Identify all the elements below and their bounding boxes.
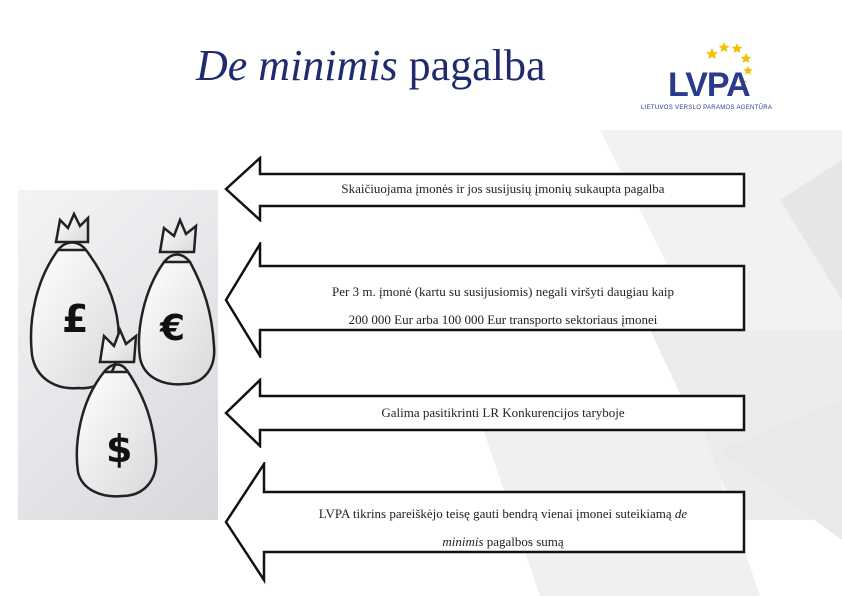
logo-subtitle: LIETUVOS VERSLO PARAMOS AGENTŪRA	[641, 105, 773, 111]
money-bags-illustration	[18, 190, 218, 520]
arrow-4-line-2	[264, 528, 742, 556]
info-arrow-2	[224, 242, 750, 358]
arrow-4-line-2-rest: pagalbos sumą	[483, 534, 564, 549]
euro-bag	[139, 220, 214, 384]
arrow-2-line-2: 200 000 Eur arba 100 000 Eur transporto sektoriaus įmonei	[348, 312, 658, 327]
info-arrow-4	[224, 462, 750, 588]
arrow-4-text	[264, 500, 742, 556]
page-title	[196, 40, 545, 91]
arrow-3-text	[264, 405, 742, 421]
title-italic: De minimis	[196, 41, 398, 90]
arrow-4-line-1-italic: de	[674, 506, 688, 521]
arrow-4-line-2-italic: minimis	[442, 534, 484, 549]
dollar-symbol: $	[106, 427, 133, 471]
arrow-1-line: Skaičiuojama įmonės ir jos susijusių įmonių sukaupta pagalba	[341, 181, 665, 196]
euro-symbol: €	[160, 308, 186, 349]
arrow-4-line-1	[264, 500, 742, 528]
arrow-1-text	[264, 181, 742, 197]
money-bags-icon	[18, 190, 218, 520]
lvpa-logo	[640, 38, 773, 118]
logo-letters: LVPA	[668, 66, 750, 104]
arrow-2-text	[264, 278, 742, 334]
arrow-4-line-1-start: LVPA tikrins pareiškėjo teisę gauti bendrą vienai įmonei suteikiamą	[318, 506, 675, 521]
title-rest: pagalba	[397, 41, 546, 90]
arrow-3-line: Galima pasitikrinti LR Konkurencijos taryboje	[381, 405, 625, 420]
pound-symbol: £	[62, 297, 89, 341]
arrow-2-line-1: Per 3 m. įmonė (kartu su susijusiomis) negali viršyti daugiau kaip	[332, 284, 674, 299]
info-arrow-3	[224, 378, 750, 448]
info-arrow-1	[224, 156, 750, 222]
